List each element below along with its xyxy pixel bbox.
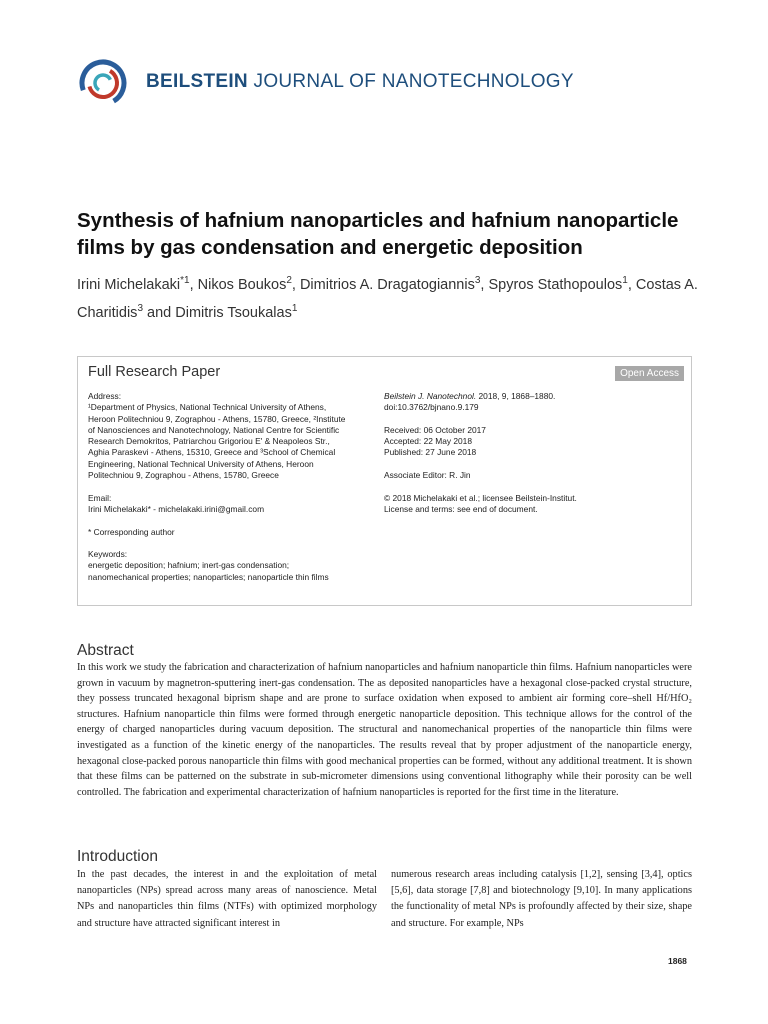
author-name: Costas A. Charitidis xyxy=(77,276,698,321)
introduction-column-1: In the past decades, the interest in and the exploitation of metal nanoparticles (NPs) spread across many areas of nanoscience. Metal NPs and nanoparticles thin films (NTFs) with optimized morphology and structure have attracted significant interest in xyxy=(77,869,377,929)
author-affiliation: 1 xyxy=(291,302,298,314)
author-affiliation: 2 xyxy=(286,275,292,286)
author-affiliation: 3 xyxy=(137,302,143,314)
page-number: 1868 xyxy=(668,956,687,966)
journal-name: BEILSTEIN JOURNAL OF NANOTECHNOLOGY xyxy=(146,71,574,92)
published-date: Published: 27 June 2018 xyxy=(384,447,477,458)
open-access-badge: Open Access xyxy=(615,366,684,381)
received-date: Received: 06 October 2017 xyxy=(384,424,486,435)
author-affiliation: *1 xyxy=(180,275,190,286)
author-affiliation: 3 xyxy=(474,275,481,286)
associate-editor: Associate Editor: R. Jin xyxy=(384,470,471,481)
info-right-column xyxy=(384,391,684,515)
author-affiliation: 1 xyxy=(622,275,628,286)
address-line: of Nanosciences and Nanotechnology, National Centre for Scientific xyxy=(88,424,340,435)
author-name: Dimitrios A. Dragatogiannis xyxy=(299,276,475,293)
paper-title: Synthesis of hafnium nanoparticles and hafnium nanoparticle films by gas condensation and energetic deposition xyxy=(77,209,679,259)
address-line: Engineering, National Technical University of Athens, Heroon xyxy=(88,458,314,469)
address-text xyxy=(88,402,373,481)
abstract-heading: Abstract xyxy=(77,642,134,659)
introduction-heading: Introduction xyxy=(77,848,158,865)
info-left-column xyxy=(88,391,373,583)
keywords-text xyxy=(88,560,373,583)
author-name: Dimitris Tsoukalas xyxy=(175,304,292,321)
address-line: Heroon Politechniou 9, Zographou - Athens, 15780, Greece, ²Institute xyxy=(88,413,346,424)
address-line: Research Demokritos, Patriarchou Grigoriou E' & Neapoleos Str., xyxy=(88,436,330,447)
address-line: Aghia Paraskevi - Athens, 15310, Greece and ³School of Chemical xyxy=(88,447,336,458)
introduction-column-2: numerous research areas including catalysis [1,2], sensing [3,4], optics [5,6], data storage [7,8] and biotechnology [9,10]. In many applications the functionality of metal NPs is profoundly affected by their size, shape and structure. For example, NPs xyxy=(391,869,692,929)
keywords-label: Keywords: xyxy=(88,549,128,560)
address-line: ¹Department of Physics, National Technical University of Athens, xyxy=(88,402,327,413)
email-label: Email: xyxy=(88,492,112,503)
keywords-line: energetic deposition; hafnium; inert-gas condensation; xyxy=(88,560,290,571)
license: License and terms: see end of document. xyxy=(384,503,538,514)
accepted-date: Accepted: 22 May 2018 xyxy=(384,436,472,447)
copyright: © 2018 Michelakaki et al.; licensee Beilstein-Institut. xyxy=(384,492,577,503)
email-text: Irini Michelakaki* - michelakaki.irini@gmail.com xyxy=(88,503,265,514)
author-list: Irini Michelakaki$^{*1}$, Nikos Boukos$^2$, Dimitrios A. Dragatogiannis$^3$, Spyros Stathopoulos$^1$, Costas A. Charitidis$^3$ and Dimitris Tsoukalas$^1$ xyxy=(77,275,698,321)
abstract-text: In this work we study the fabrication and characterization of hafnium nanoparticles and hafnium nanoparticle thin films. Hafnium nanoparticles were grown in vacuum by magnetron-sputtering inert-gas condensation. The as deposited nanoparticles have a hexagonal close-packed crystal structure, they possess truncated hexagonal biprism shape and are prone to surface oxidation when exposed to ambient air forming core–shell Hf/HfO₂ structures. Hafnium nanoparticle thin films were formed through energetic nanoparticle deposition. This technique allows for the control of the energy of charged nanoparticles during vacuum deposition. The structural and nanomechanical properties of the nanoparticle thin films were investigated as a function of the kinetic energy of the nanoparticles. The results reveal that by proper adjustment of the nanoparticle energy, hexagonal close-packed porous nanoparticle thin films with good mechanical properties can be formed, without any additional treatment. It is shown that these films can be patterned on the substrate in sub-micrometer dimensions using conventional lithography while their porosity can be well controlled. The fabrication and experimental characterization of hafnium nanoparticles is reported for the first time in the literature. xyxy=(77,662,692,798)
citation: Beilstein J. Nanotechnol. 2018, 9, 1868–1880. xyxy=(384,391,556,401)
article-type: Full Research Paper xyxy=(88,364,221,380)
keywords-line: nanomechanical properties; nanoparticles; nanoparticle thin films xyxy=(88,571,329,582)
author-name: Irini Michelakaki xyxy=(77,276,181,293)
article-info-box xyxy=(77,356,692,606)
doi: doi:10.3762/bjnano.9.179 xyxy=(384,402,479,413)
author-name: Spyros Stathopoulos xyxy=(488,276,623,293)
address-label: Address: xyxy=(88,391,122,401)
address-line: Politechniou 9, Zographou - Athens, 15780, Greece xyxy=(88,470,279,481)
corresponding-note: * Corresponding author xyxy=(88,526,175,537)
beilstein-logo-icon xyxy=(78,58,128,108)
author-name: Nikos Boukos xyxy=(197,276,287,293)
